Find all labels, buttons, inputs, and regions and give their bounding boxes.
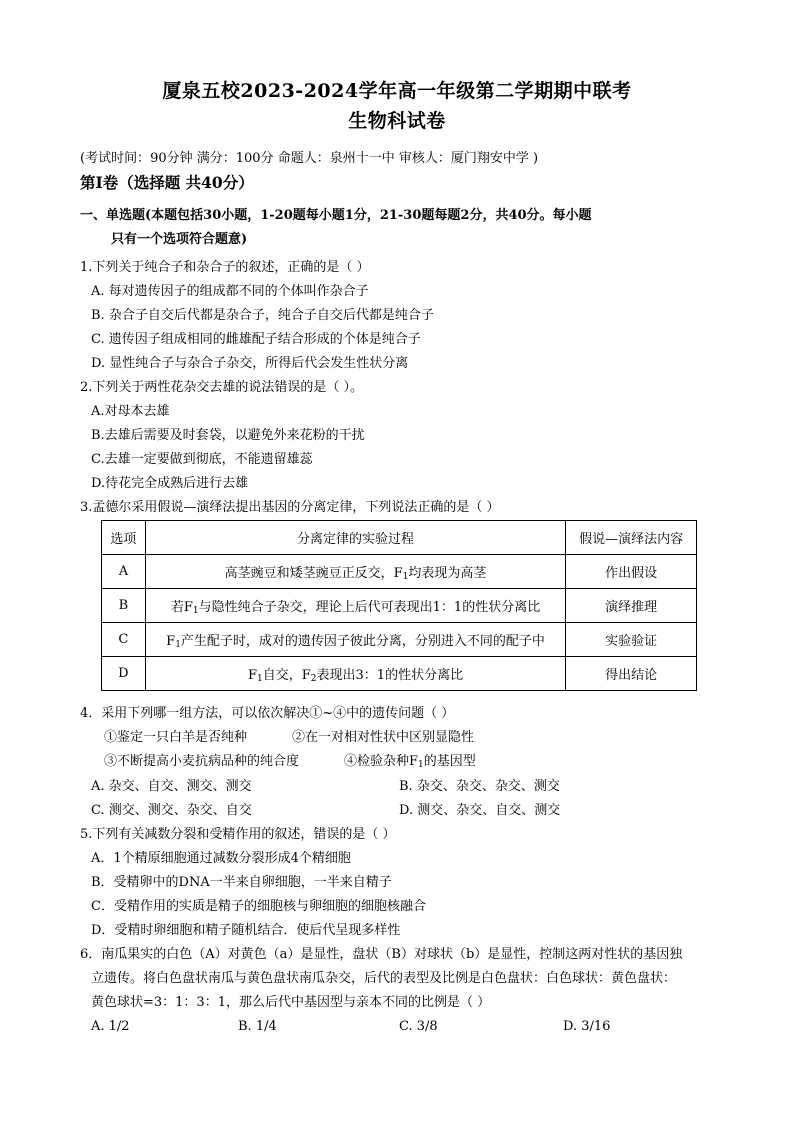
process-text: F (166, 634, 176, 649)
row-content: 演绎推理 (566, 589, 697, 623)
exam-info: (考试时间：90分钟 满分：100分 命题人：泉州十一中 审核人：厦门翔安中学 ) (80, 151, 539, 166)
table-row (102, 555, 697, 589)
q6-option-c: C. 3/8 (399, 1019, 438, 1034)
q2-option-c: C.去雄一定要做到彻底，不能遗留雄蕊 (91, 452, 313, 467)
q6-stem-line3: 黄色球状=3：1：3：1，那么后代中基因型与亲本不同的比例是（ ） (91, 995, 491, 1010)
q3-stem: 3.孟德尔采用假说—演绎法提出基因的分离定律，下列说法正确的是（ ） (80, 500, 500, 515)
q1-option-a: A. 每对遗传因子的组成都不同的个体叫作杂合子 (91, 284, 369, 299)
q1-stem: 1.下列关于纯合子和杂合子的叙述，正确的是（ ） (80, 260, 370, 275)
q6-option-b: B. 1/4 (238, 1019, 277, 1034)
header-option: 选项 (102, 521, 146, 555)
q4-item-3: ③不断提高小麦抗病品种的纯合度 (104, 754, 300, 769)
q3-table (101, 520, 697, 691)
header-process: 分离定律的实验过程 (145, 521, 566, 555)
process-text: 若F (170, 600, 193, 615)
row-content: 实验验证 (566, 623, 697, 657)
table-row (102, 623, 697, 657)
item-text: ④检验杂种F (344, 754, 419, 769)
q4-option-a: A. 杂交、自交、测交、测交 (91, 779, 252, 794)
row-option: B (102, 589, 146, 623)
q4-item-4 (344, 754, 476, 770)
q2-option-d: D.待花完全成熟后进行去雄 (91, 476, 249, 491)
subscript: 1 (402, 572, 409, 582)
subscript: 1 (257, 674, 263, 684)
q4-item-2: ②在一对相对性状中区别显隐性 (292, 730, 475, 745)
q1-option-c: C. 遗传因子组成相同的雌雄配子结合形成的个体是纯合子 (91, 332, 421, 347)
process-text: 均表现为高茎 (408, 566, 487, 581)
row-process (145, 657, 566, 691)
q1-option-d: D. 显性纯合子与杂合子杂交，所得后代会发生性状分离 (91, 356, 409, 371)
row-process (145, 623, 566, 657)
section-instruction-cont: 只有一个选项符合题意) (111, 232, 248, 247)
table-header-row (102, 521, 697, 555)
q5-option-d: D．受精时卵细胞和精子随机结合．使后代呈现多样性 (91, 923, 401, 938)
q6-stem-line1: 6．南瓜果实的白色（A）对黄色（a）是显性，盘状（B）对球状（b）是显性，控制这两对性状的基因独 (80, 947, 683, 962)
q5-stem: 5.下列有关减数分裂和受精作用的叙述，错误的是（ ） (80, 827, 396, 842)
process-text: 表现出3：1的性状分离比 (316, 668, 464, 683)
process-text: 自交，F (262, 668, 311, 683)
q4-option-c: C. 测交、测交、杂交、自交 (91, 803, 252, 818)
part-title: 第Ⅰ卷（选择题 共40分） (80, 173, 254, 192)
row-content: 作出假设 (566, 555, 697, 589)
q2-option-b: B.去雄后需要及时套袋，以避免外来花粉的干扰 (91, 428, 365, 443)
subscript: 1 (175, 640, 181, 650)
table-row (102, 657, 697, 691)
q1-option-b: B. 杂合子自交后代都是杂合子，纯合子自交后代都是纯合子 (91, 308, 434, 323)
q4-option-d: D. 测交、杂交、自交、测交 (399, 803, 561, 818)
row-option: C (102, 623, 146, 657)
q6-option-d: D. 3/16 (563, 1019, 611, 1034)
q2-option-a: A.对母本去雄 (91, 404, 170, 419)
subscript: 2 (310, 674, 317, 684)
q5-option-b: B．受精卵中的DNA一半来自卵细胞，一半来自精子 (91, 875, 392, 890)
row-process (145, 555, 566, 589)
process-text: 产生配子时，成对的遗传因子彼此分离，分别进入不同的配子中 (180, 634, 545, 649)
q4-item-1: ①鉴定一只白羊是否纯种 (104, 730, 248, 745)
exam-title: 厦泉五校2023-2024学年高一年级第二学期期中联考 (162, 80, 632, 102)
q6-stem-line2: 立遗传。将白色盘状南瓜与黄色盘状南瓜杂交，后代的表型及比例是白色盘状：白色球状：黄色盘状： (91, 971, 677, 986)
item-text: 的基因型 (423, 754, 476, 769)
row-content: 得出结论 (566, 657, 697, 691)
process-text: F (248, 668, 258, 683)
table-row (102, 589, 697, 623)
exam-subject: 生物科试卷 (348, 110, 446, 132)
subscript: 1 (192, 606, 199, 616)
q5-option-c: C．受精作用的实质是精子的细胞核与卵细胞的细胞核融合 (91, 899, 426, 914)
process-text: 与隐性纯合子杂交，理论上后代可表现出1：1的性状分离比 (198, 600, 541, 615)
q4-option-b: B. 杂交、杂交、杂交、测交 (399, 779, 560, 794)
subscript: 1 (418, 760, 424, 770)
process-text: 高茎豌豆和矮茎豌豆正反交，F (224, 566, 403, 581)
section-instruction: 一、单选题(本题包括30小题，1-20题每小题1分，21-30题每题2分，共40分。每小题 (80, 208, 592, 223)
q4-stem: 4．采用下列哪一组方法，可以依次解决①~④中的遗传问题（ ） (80, 706, 455, 721)
row-option: D (102, 657, 146, 691)
row-option: A (102, 555, 146, 589)
header-content: 假说—演绎法内容 (566, 521, 697, 555)
q2-stem: 2.下列关于两性花杂交去雄的说法错误的是（ ）。 (80, 380, 364, 395)
row-process (145, 589, 566, 623)
q6-option-a: A. 1/2 (91, 1019, 130, 1034)
q5-option-a: A．1个精原细胞通过减数分裂形成4个精细胞 (91, 851, 351, 866)
